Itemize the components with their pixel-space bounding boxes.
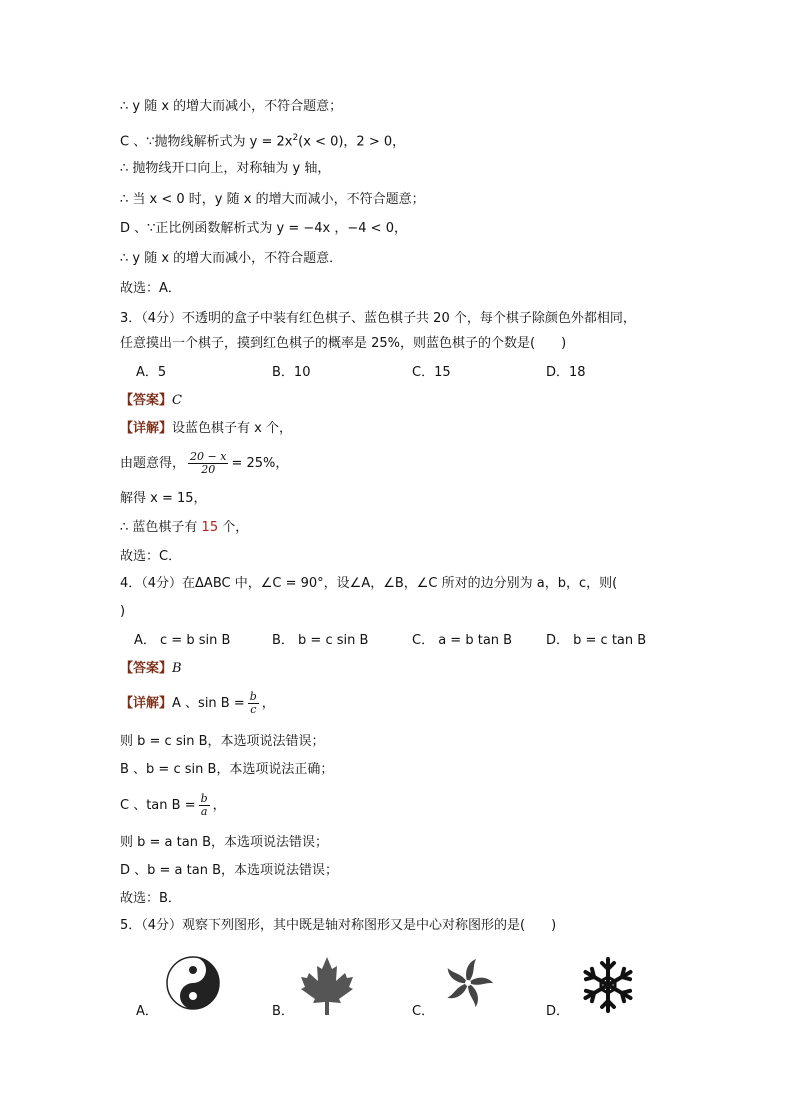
q4-final: 故选：B． <box>120 891 181 906</box>
snowflake-icon <box>576 955 640 1015</box>
q3-final: 故选：C． <box>120 549 182 564</box>
answer-value: C <box>172 393 182 408</box>
fraction <box>199 793 210 818</box>
text-line: 故选：A． <box>120 281 181 296</box>
maple-leaf-icon <box>299 955 355 1017</box>
text-segment: C 、tan B = <box>120 798 196 813</box>
q4-answer <box>120 660 182 678</box>
q3-option-d: D．18 <box>546 365 586 380</box>
q3-option-b: B．10 <box>272 365 311 380</box>
equation-rest: = 25%， <box>231 456 289 471</box>
text-line: ∴ 当 x < 0 时，y 随 x 的增大而减小，不符合题意； <box>120 192 425 207</box>
text-segment: ， <box>261 696 275 711</box>
answer-value: B <box>172 661 182 676</box>
text-line: 则 b = a tan B，本选项说法错误； <box>120 835 328 850</box>
numerator: 20 − x <box>190 450 227 463</box>
q4-option-d: D． b = c tan B <box>546 633 647 648</box>
fraction <box>248 691 259 716</box>
text-line: B 、b = c sin B，本选项说法正确； <box>120 762 334 777</box>
denominator: 20 <box>201 463 216 476</box>
detail-tag: 【详解】 <box>120 421 173 436</box>
highlight-number: 15 <box>201 520 219 535</box>
q3-detail <box>120 420 292 438</box>
text-line: ∴ 抛物线开口向上，对称轴为 y 轴， <box>120 161 331 176</box>
question-3-stem: 任意摸出一个棋子，摸到红色棋子的概率是 25%，则蓝色棋子的个数是( ) <box>120 336 567 351</box>
detail-text: 设蓝色棋子有 x 个， <box>172 421 292 436</box>
bauhinia-flower-icon <box>440 955 496 1011</box>
text-segment: 个， <box>218 520 249 535</box>
text-line: ∴ y 随 x 的增大而减小，不符合题意． <box>120 251 343 266</box>
q4-detail-c <box>120 790 226 822</box>
question-3-stem: 3．（4分）不透明的盒子中装有红色棋子、蓝色棋子共 20 个，每个棋子除颜色外都相同， <box>120 311 636 326</box>
yin-yang-icon <box>165 955 221 1011</box>
text-line: D 、∵正比例函数解析式为 y = −4x ，−4 < 0， <box>120 221 407 236</box>
q5-label-a: A． <box>136 1004 158 1019</box>
text-line <box>120 129 405 151</box>
question-5-stem: 5．（4分）观察下列图形，其中既是轴对称图形又是中心对称图形的是( ) <box>120 918 557 933</box>
q3-option-a: A．5 <box>136 365 167 380</box>
question-4-stem: 4．（4分）在ΔABC 中，∠C = 90°，设∠A，∠B，∠C 所对的边分别为 a，b，c，则( <box>120 576 618 591</box>
q4-detail-a <box>120 688 275 720</box>
text-segment: (x < 0)，2 > 0， <box>298 134 406 150</box>
q5-label-b: B． <box>272 1004 294 1019</box>
numerator: b <box>200 792 208 805</box>
q5-label-c: C． <box>412 1004 435 1019</box>
q3-conclusion <box>120 519 248 537</box>
text-segment: A 、sin B = <box>172 696 245 711</box>
text-line: ∴ y 随 x 的增大而减小，不符合题意； <box>120 99 343 114</box>
q5-label-d: D． <box>546 1004 570 1019</box>
denominator: c <box>250 703 257 716</box>
numerator: b <box>249 690 257 703</box>
text-line: 则 b = c sin B，本选项说法错误； <box>120 734 325 749</box>
answer-tag: 【答案】 <box>120 661 173 676</box>
q3-answer <box>120 392 182 410</box>
answer-tag: 【答案】 <box>120 393 173 408</box>
text-segment: ∴ 蓝色棋子有 <box>120 520 202 535</box>
text-segment: ， <box>212 798 226 813</box>
q3-solve: 解得 x = 15， <box>120 491 207 506</box>
denominator: a <box>200 805 208 818</box>
equation-prefix: 由题意得， <box>120 456 186 471</box>
q3-option-c: C．15 <box>412 365 451 380</box>
exponent: 2 <box>292 133 299 143</box>
text-line: D 、b = a tan B，本选项说法错误； <box>120 863 339 878</box>
fraction <box>188 451 228 476</box>
detail-tag: 【详解】 <box>120 696 173 711</box>
q4-option-a: A． c = b sin B <box>134 633 231 648</box>
text-segment: C 、∵抛物线解析式为 y = 2x <box>120 134 293 150</box>
q4-option-b: B． b = c sin B <box>272 633 369 648</box>
q4-option-c: C． a = b tan B <box>412 633 513 648</box>
q3-equation <box>120 448 288 480</box>
question-4-stem: ) <box>120 604 126 619</box>
